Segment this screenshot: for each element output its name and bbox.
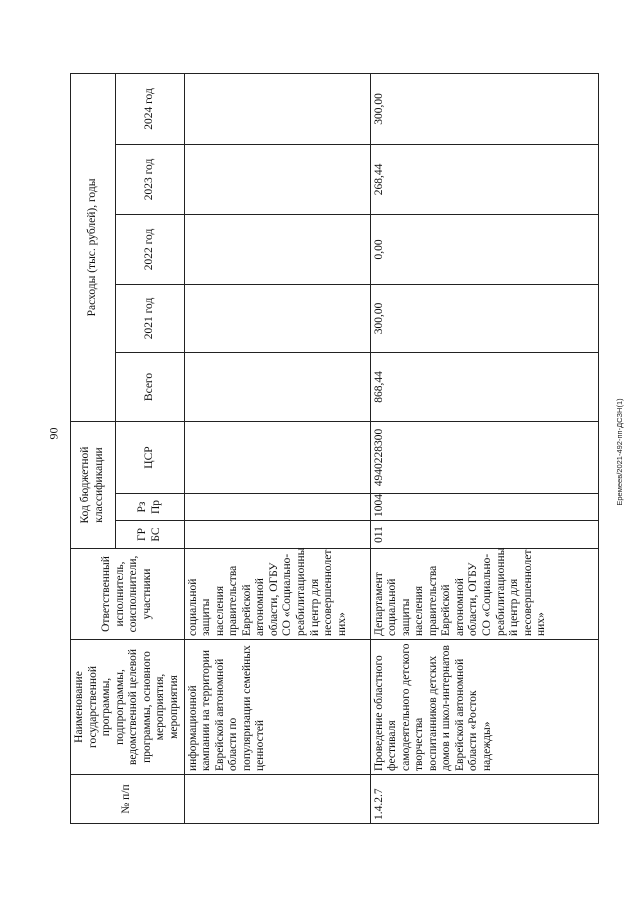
- cell-executor: социальной защиты населения правительства Еврейской автономной области, ОГБУ СО «Социально-реабилитационны й центр для несовершеннолет них»: [184, 549, 370, 640]
- header-name: Наименование государственной программы, подпрограммы, ведомственной целевой программы, основного мероприятия, мероприятия: [71, 640, 185, 775]
- table-row: [184, 73, 370, 823]
- header-total: Всего: [115, 352, 184, 421]
- budget-table-container: [70, 74, 582, 824]
- cell-2022: 0,00: [370, 214, 598, 284]
- header-grbs: ГР БС: [115, 521, 184, 549]
- cell-executor: Департамент социальной защиты населения правительства Еврейской автономной области, ОГБУ СО «Социально-реабилитационны й центр для несовершеннолет них»: [370, 549, 598, 640]
- cell-csr: 4940228300: [370, 421, 598, 493]
- header-2024: 2024 год: [115, 73, 184, 144]
- header-row-1: [71, 73, 116, 823]
- page-number: 90: [46, 427, 61, 440]
- cell-rzpr: [184, 494, 370, 521]
- cell-2023: 268,44: [370, 144, 598, 214]
- budget-table: [70, 73, 599, 824]
- header-csr: ЦСР: [115, 421, 184, 493]
- cell-2023: [184, 144, 370, 214]
- header-2022: 2022 год: [115, 214, 184, 284]
- cell-num: 1.4.2.7: [370, 775, 598, 824]
- cell-rzpr: 1004: [370, 494, 598, 521]
- header-num: № п/п: [71, 775, 185, 824]
- cell-2021: [184, 284, 370, 352]
- cell-num: [184, 775, 370, 824]
- cell-name: информационной кампании на территории Еврейской автономной области по популяризации семейных ценностей: [184, 640, 370, 775]
- cell-csr: [184, 421, 370, 493]
- cell-grbs: [184, 521, 370, 549]
- cell-2024: 300,00: [370, 73, 598, 144]
- document-code-note: Еремеев/2021-492-пп-ДСЗН(1): [615, 398, 624, 506]
- cell-total: 868,44: [370, 352, 598, 421]
- header-2021: 2021 год: [115, 284, 184, 352]
- cell-grbs: 011: [370, 521, 598, 549]
- cell-2024: [184, 73, 370, 144]
- cell-name: Проведение областного фестиваля самодеятельного детского творчества воспитанников детских домов и школ-интернатов Еврейской автономной области «Росток надежды»: [370, 640, 598, 775]
- header-2023: 2023 год: [115, 144, 184, 214]
- table-row: [370, 73, 598, 823]
- cell-2022: [184, 214, 370, 284]
- header-budget-code: Код бюджетной классификации: [71, 421, 116, 548]
- header-expenses: Расходы (тыс. рублей), годы: [71, 73, 116, 421]
- cell-2021: 300,00: [370, 284, 598, 352]
- header-rzpr: Рз Пр: [115, 494, 184, 521]
- header-executor: Ответственный исполнитель, соисполнители, участники: [71, 549, 185, 640]
- cell-total: [184, 352, 370, 421]
